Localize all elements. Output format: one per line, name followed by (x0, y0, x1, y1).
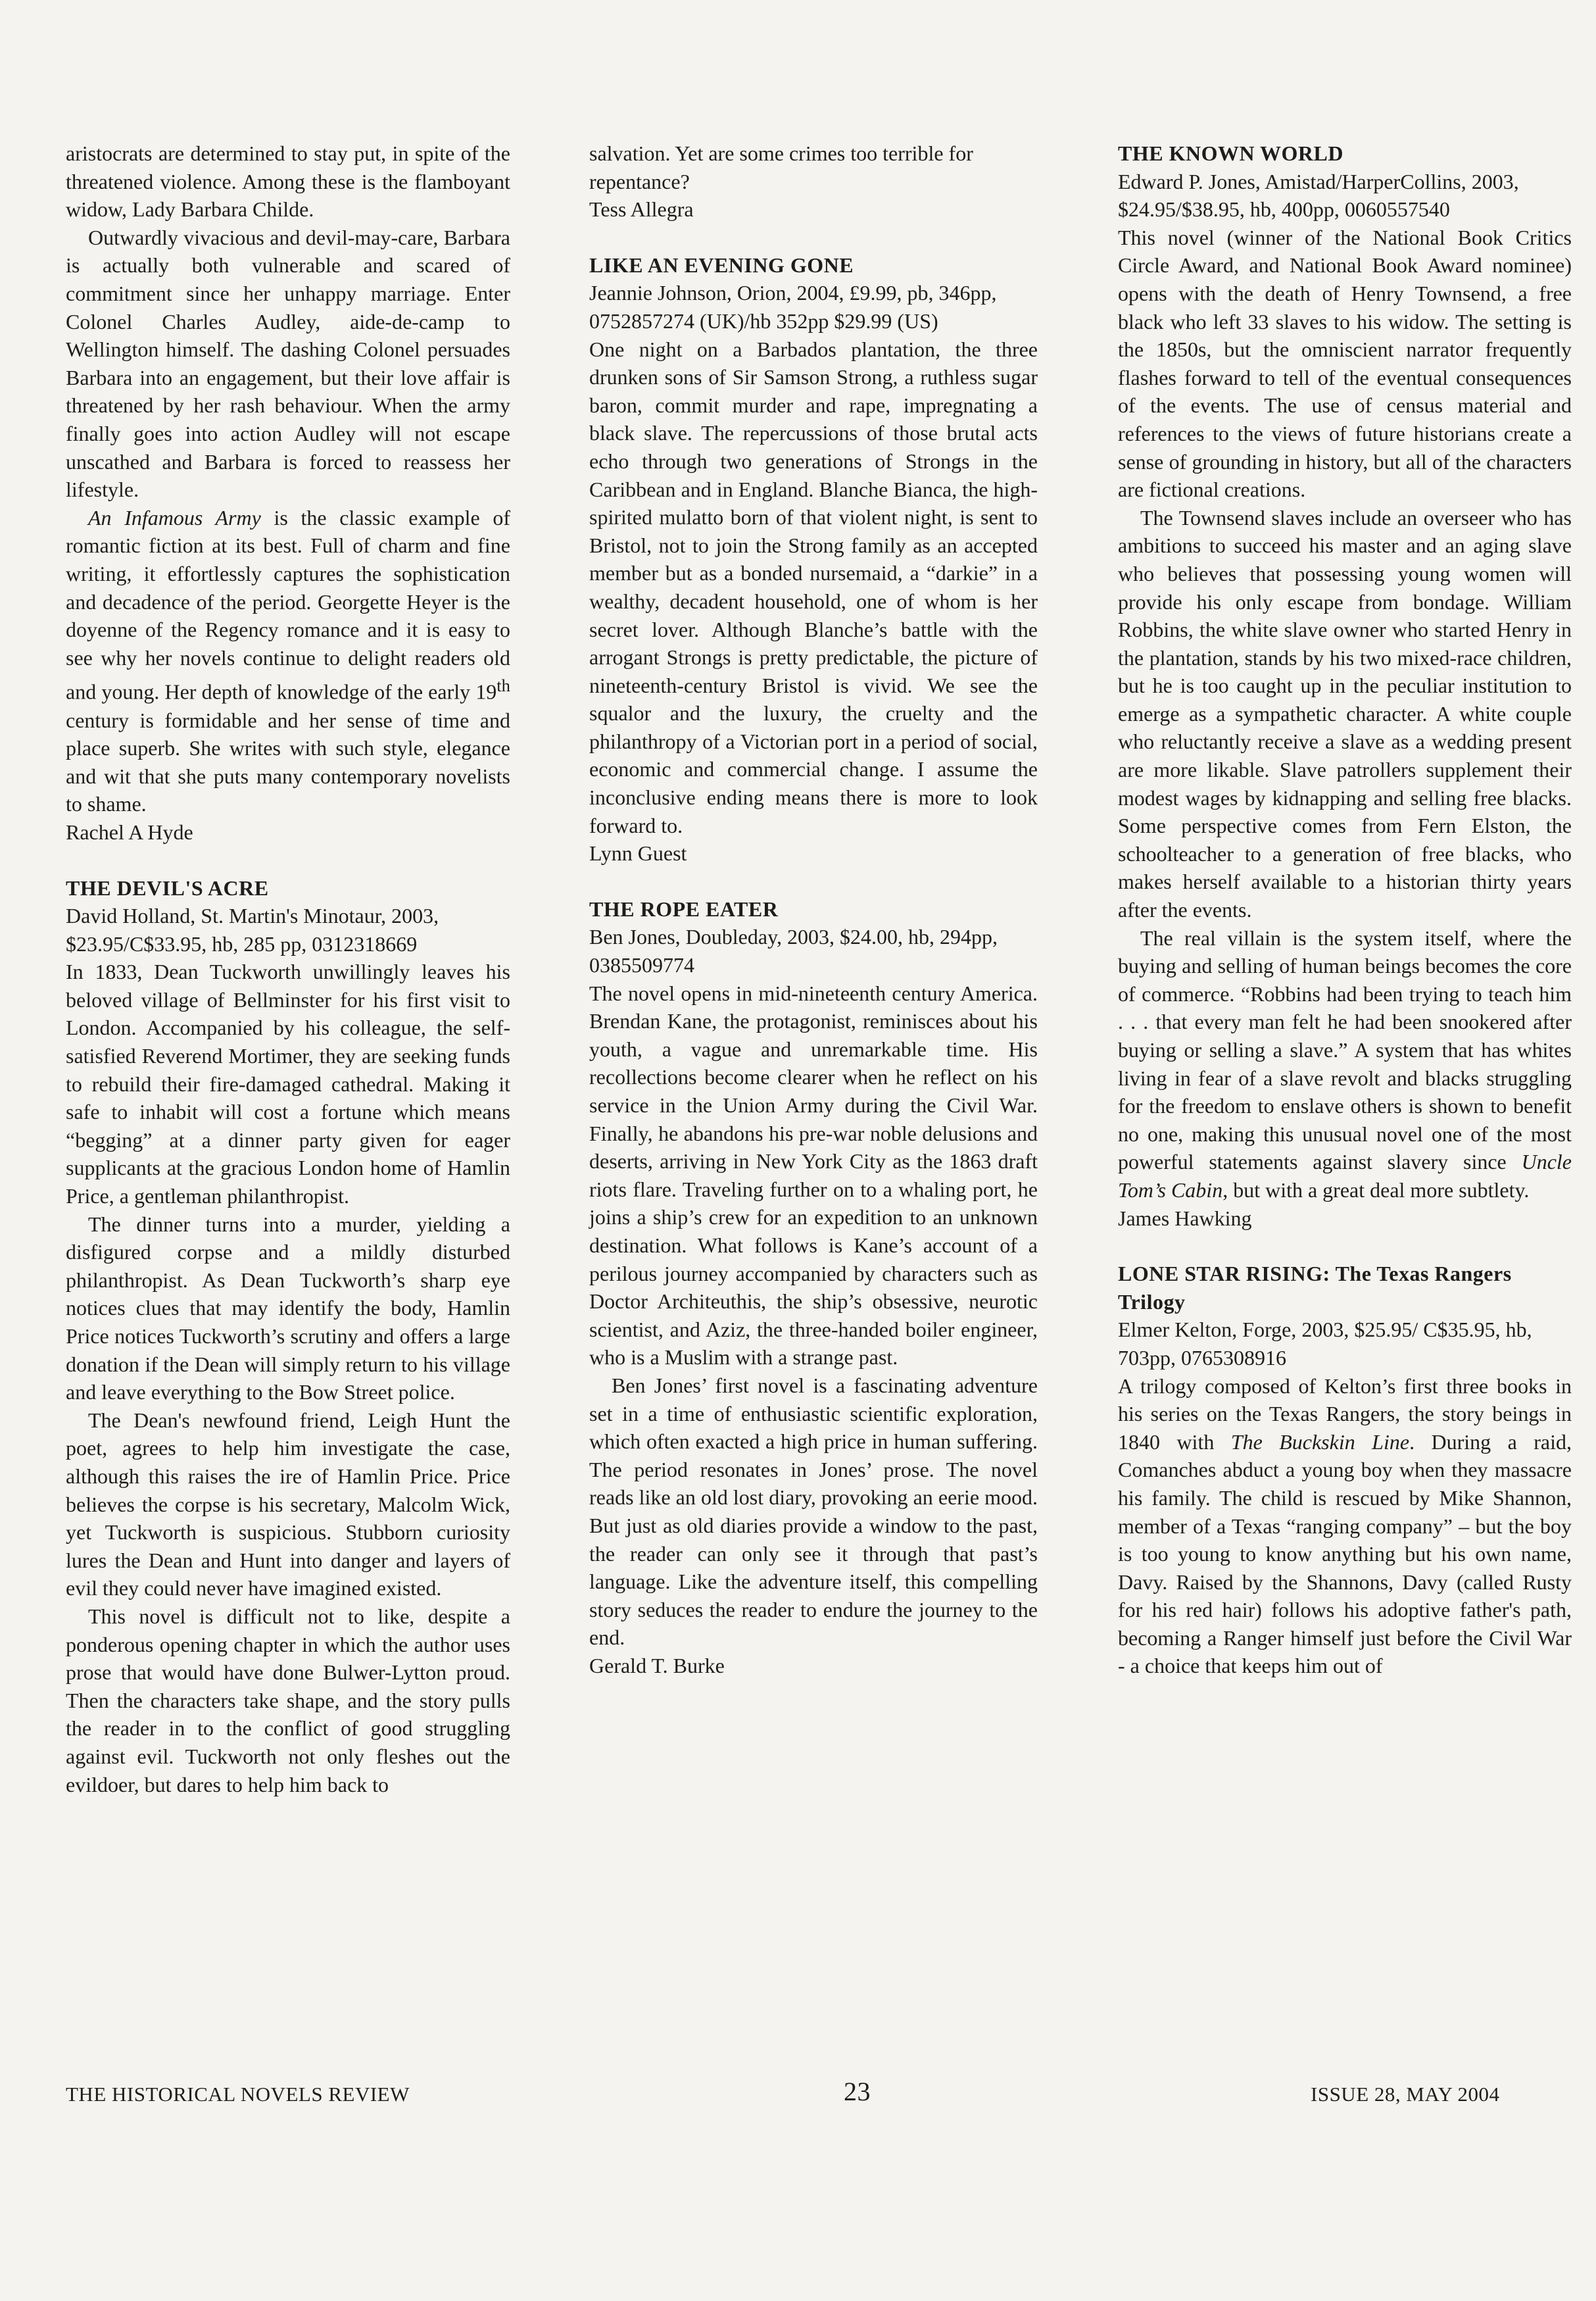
book-details: Elmer Kelton, Forge, 2003, $25.95/ C$35.95, hb, 703pp, 0765308916 (1118, 1318, 1532, 1370)
book-details: Ben Jones, Doubleday, 2003, $24.00, hb, 294pp, 0385509774 (589, 925, 998, 977)
paragraph: A trilogy composed of Kelton’s first three books in his series on the Texas Rangers, the story beings in 1840 with The Buckskin Line. During a raid, Comanches abduct a young boy when they massacre his family. The child is rescued by Mike Shannon, member of a Texas “ranging company” – but the boy is too young to know anything but his own name, Davy. Raised by the Shannons, Davy (called Rusty for his red hair) follows his adoptive father's path, becoming a Ranger himself just before the Civil War - a choice that keeps him out of (1118, 1373, 1572, 1678)
issue-info: ISSUE 28, MAY 2004 (1311, 2083, 1500, 2106)
column-1 (66, 139, 510, 1798)
reviewer-name: Tess Allegra (589, 197, 694, 222)
review-heading: THE ROPE EATER (589, 897, 779, 921)
reviewer-name: James Hawking (1118, 1206, 1252, 1230)
paragraph: Ben Jones’ first novel is a fascinating adventure set in a time of enthusiastic scientific exploration, which often exacted a high price in human suffering. The period resonates in Jones’ prose. The novel reads like an old lost diary, provoking an eerie mood. But just as old diaries provide a window to the past, the reader can only see it through that past’s language. Like the adventure itself, this compelling story seduces the reader to endure the journey to the end. (589, 1373, 1038, 1650)
paragraph: An Infamous Army is the classic example of romantic fiction at its best. Full of charm and fine writing, it effortlessly captures the sophistication and decadence of the period. Georgette Heyer is the doyenne of the Regency romance and it is easy to see why her novels continue to delight readers old and young. Her depth of knowledge of the early 19th century is formidable and her sense of time and place superb. She writes with such style, elegance and wit that she puts many contemporary novelists to shame. (66, 505, 511, 816)
paragraph: The Dean's newfound friend, Leigh Hunt the poet, agrees to help him investigate the case, although this raises the ire of Hamlin Price. Price believes the corpse is his secretary, Malcolm Wick, yet Tuckworth is suspicious. Stubborn curiosity lures the Dean and Hunt into danger and layers of evil they could never have imagined existed. (66, 1408, 510, 1600)
book-title: The Buckskin Line (1230, 1429, 1410, 1454)
book-details: David Holland, St. Martin's Minotaur, 2003, $23.95/C$33.95, hb, 285 pp, 0312318669 (66, 904, 439, 956)
paragraph: This novel (winner of the National Book Critics Circle Award, and National Book Award nominee) opens with the death of Henry Townsend, a free black who left 33 slaves to his widow. The setting is the 1850s, but the omniscient narrator frequently flashes forward to tell of the eventual consequences of the events. The use of census material and references to the views of future historians create a sense of grounding in history, but all of the characters are fictional creations. (1118, 225, 1572, 502)
reviewer-name: Gerald T. Burke (589, 1653, 725, 1677)
book-details: Edward P. Jones, Amistad/HarperCollins, 2003, $24.95/$38.95, hb, 400pp, 0060557540 (1118, 169, 1519, 222)
reviewer-name: Lynn Guest (589, 841, 687, 866)
reviewer-name: Rachel A Hyde (66, 820, 193, 844)
book-details: Jeannie Johnson, Orion, 2004, £9.99, pb, 346pp, 0752857274 (UK)/hb 352pp $29.99 (US) (589, 281, 997, 333)
book-title: An Infamous Army (88, 505, 261, 530)
paragraph: salvation. Yet are some crimes too terrible for repentance? (589, 141, 973, 193)
paragraph: The dinner turns into a murder, yielding a disfigured corpse and a mildly disturbed philanthropist. As Dean Tuckworth’s sharp eye notices clues that may identify the body, Hamlin Price notices Tuckworth’s scrutiny and offers a large donation if the Dean will simply return to his village and leave everything to the Bow Street police. (66, 1212, 510, 1404)
paragraph: One night on a Barbados plantation, the three drunken sons of Sir Samson Strong, a ruthless sugar baron, commit murder and rape, impregnating a black slave. The repercussions of those brutal acts echo through two generations of Strongs in the Caribbean and in England. Blanche Bianca, the high-spirited mulatto born of that violent night, is sent to Bristol, not to join the Strong family as an accepted member but as a bonded nursemaid, a “darkie” in a wealthy, decadent household, one of whom is her secret lover. Although Blanche’s battle with the arrogant Strongs is pretty predictable, the picture of nineteenth-century Bristol is vivid. We see the squalor and the luxury, the cruelty and the philanthropy of a Victorian port in a period of social, economic and commercial change. I assume the inconclusive ending means there is more to look forward to. (589, 337, 1038, 837)
paragraph: In 1833, Dean Tuckworth unwillingly leaves his beloved village of Bellminster for his first visit to London. Accompanied by his colleague, the self-satisfied Reverend Mortimer, they are seeking funds to rebuild their fire-damaged cathedral. Making it safe to inhabit will cost a fortune which means “begging” at a dinner party given for eager supplicants at the gracious London home of Hamlin Price, a gentleman philanthropist. (66, 960, 510, 1208)
paragraph: The real villain is the system itself, where the buying and selling of human beings becomes the core of commerce. “Robbins had been trying to teach him . . . that every man felt he had been snookered after buying or selling a slave.” A system that has whites living in fear of a slave revolt and blacks struggling for the freedom to enslave others is shown to benefit no one, making this unusual novel one of the most powerful statements against slavery since Uncle Tom’s Cabin, but with a great deal more subtlety. (1118, 926, 1572, 1202)
paragraph: The Townsend slaves include an overseer who has ambitions to succeed his master and an aging slave who believes that possessing young women will provide his only escape from bondage. William Robbins, the white slave owner who started Henry in the plantation, stands by his two mixed-race children, but he is too caught up in the peculiar institution to emerge as a sympathetic character. A white couple who reluctantly receive a slave as a wedding present are more likable. Slave patrollers supplement their modest wages by kidnapping and selling free blacks. Some perspective comes from Fern Elston, the schoolteacher to a generation of free blacks, who makes herself available to a historian thirty years after the events. (1118, 505, 1572, 922)
book-title: Uncle Tom’s Cabin (1118, 1150, 1572, 1202)
review-heading: THE DEVIL'S ACRE (66, 876, 269, 900)
paragraph: This novel is difficult not to like, despite a ponderous opening chapter in which the author uses prose that would have done Bulwer-Lytton proud. Then the characters take shape, and the story pulls the reader in to the conflict of good struggling against evil. Tuckworth not only fleshes out the evildoer, but dares to help him back to (66, 1604, 510, 1796)
paragraph: Outwardly vivacious and devil-may-care, Barbara is actually both vulnerable and scared of commitment since her unhappy marriage. Enter Colonel Charles Audley, aide-de-camp to Wellington himself. The dashing Colonel persuades Barbara into an engagement, but their love affair is threatened by her rash behaviour. When the army finally goes into action Audley will not escape unscathed and Barbara is forced to reassess her lifestyle. (66, 225, 510, 502)
paragraph: The novel opens in mid-nineteenth century America. Brendan Kane, the protagonist, reminisces about his youth, a vague and unremarkable time. His recollections become clearer when he reflect on his service in the Union Army during the Civil War. Finally, he abandons his pre-war noble delusions and deserts, arriving in New York City as the 1863 draft riots flare. Traveling further on to a whaling port, he joins a ship’s crew for an expedition to an unknown destination. What follows is Kane’s account of a perilous journey accompanied by characters such as Doctor Architeuthis, the ship’s obsessive, neurotic scientist, and Aziz, the three-handed boiler engineer, who is a Muslim with a strange past. (589, 981, 1038, 1370)
review-heading: LONE STAR RISING: The Texas Rangers Trilogy (1118, 1262, 1512, 1314)
review-heading: THE KNOWN WORLD (1118, 141, 1343, 165)
publication-name: THE HISTORICAL NOVELS REVIEW (66, 2083, 410, 2106)
paragraph: aristocrats are determined to stay put, in spite of the threatened violence. Among these is the flamboyant widow, Lady Barbara Childe. (66, 141, 510, 222)
page-number: 23 (844, 2077, 871, 2106)
column-2 (589, 139, 1038, 1679)
review-heading: LIKE AN EVENING GONE (589, 253, 854, 277)
column-3 (1118, 139, 1572, 1680)
